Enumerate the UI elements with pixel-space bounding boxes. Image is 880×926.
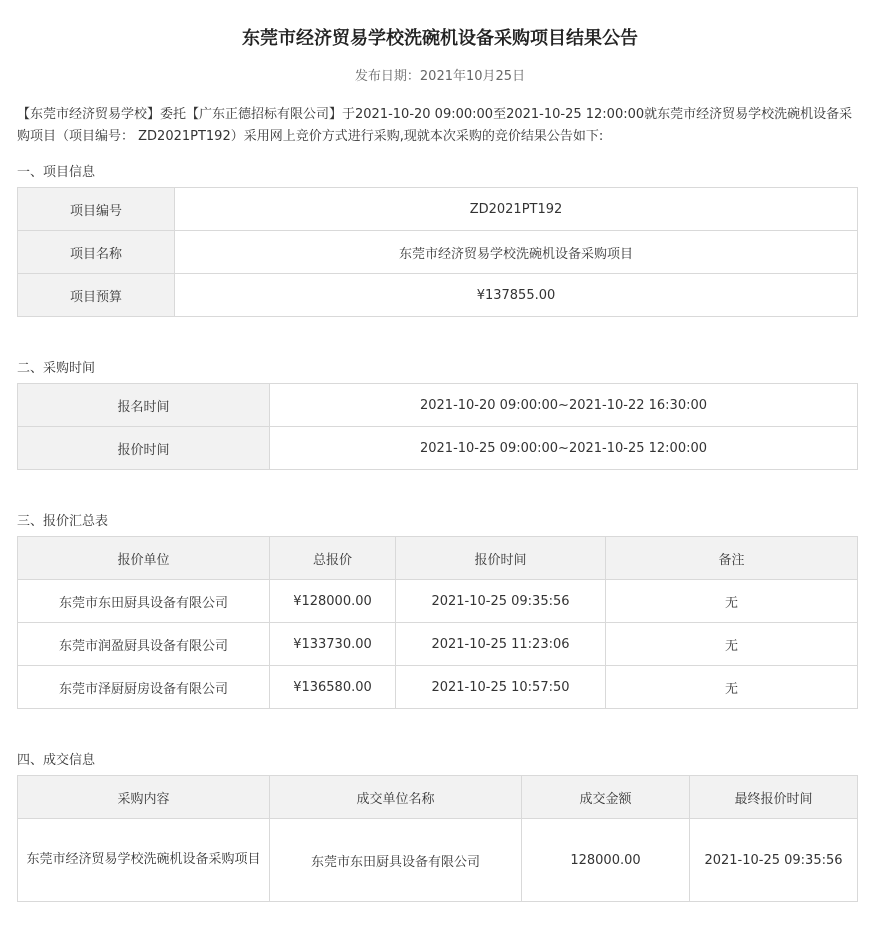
quote-price: ¥133730.00 — [270, 623, 396, 666]
quote-time: 2021-10-25 09:35:56 — [396, 580, 606, 623]
project-number-value: ZD2021PT192 — [175, 188, 858, 231]
quote-company: 东莞市东田厨具设备有限公司 — [18, 580, 270, 623]
quote-time-value: 2021-10-25 09:00:00~2021-10-25 12:00:00 — [270, 427, 858, 470]
column-header: 报价单位 — [18, 537, 270, 580]
project-number-label: 项目编号 — [18, 188, 175, 231]
purchase-time-table — [17, 383, 858, 470]
project-budget-label: 项目预算 — [18, 274, 175, 317]
column-header: 备注 — [606, 537, 858, 580]
column-header: 报价时间 — [396, 537, 606, 580]
page-title: 东莞市经济贸易学校洗碗机设备采购项目结果公告 — [242, 28, 638, 49]
table-row — [18, 819, 858, 902]
deal-content: 东莞市经济贸易学校洗碗机设备采购项目 — [18, 819, 270, 902]
intro-paragraph: 【东莞市经济贸易学校】委托【广东正德招标有限公司】于2021-10-20 09:00:00至2021-10-25 12:00:00就东莞市经济贸易学校洗碗机设备采购项目（项目编号： ZD2021PT192）采用网上竞价方式进行采购,现就本次采购的竞价结果公告如下: — [17, 107, 853, 144]
registration-time-label: 报名时间 — [18, 384, 270, 427]
quote-note: 无 — [606, 666, 858, 709]
quote-price: ¥136580.00 — [270, 666, 396, 709]
column-header: 总报价 — [270, 537, 396, 580]
deal-info-table — [17, 775, 858, 902]
quote-company: 东莞市润盈厨具设备有限公司 — [18, 623, 270, 666]
column-header: 成交金额 — [522, 776, 690, 819]
table-row — [18, 188, 858, 231]
table-header-row — [18, 776, 858, 819]
table-row — [18, 666, 858, 709]
table-row — [18, 274, 858, 317]
column-header: 成交单位名称 — [270, 776, 522, 819]
column-header: 最终报价时间 — [690, 776, 858, 819]
publish-date: 发布日期：2021年10月25日 — [354, 69, 526, 84]
quote-summary-table — [17, 536, 858, 709]
project-name-value: 东莞市经济贸易学校洗碗机设备采购项目 — [175, 231, 858, 274]
quote-note: 无 — [606, 623, 858, 666]
project-info-table — [17, 187, 858, 317]
project-budget-value: ¥137855.00 — [175, 274, 858, 317]
project-name-label: 项目名称 — [18, 231, 175, 274]
table-row — [18, 623, 858, 666]
section-title-deal-info: 四、成交信息 — [17, 753, 96, 768]
quote-time: 2021-10-25 10:57:50 — [396, 666, 606, 709]
quote-company: 东莞市泽厨厨房设备有限公司 — [18, 666, 270, 709]
quote-price: ¥128000.00 — [270, 580, 396, 623]
section-title-project-info: 一、项目信息 — [17, 165, 96, 180]
section-title-quote-summary: 三、报价汇总表 — [17, 514, 109, 529]
table-header-row — [18, 537, 858, 580]
deal-amount: 128000.00 — [522, 819, 690, 902]
quote-time: 2021-10-25 11:23:06 — [396, 623, 606, 666]
section-title-purchase-time: 二、采购时间 — [17, 361, 96, 376]
table-row — [18, 580, 858, 623]
table-row — [18, 427, 858, 470]
registration-time-value: 2021-10-20 09:00:00~2021-10-22 16:30:00 — [270, 384, 858, 427]
quote-note: 无 — [606, 580, 858, 623]
deal-company: 东莞市东田厨具设备有限公司 — [270, 819, 522, 902]
quote-time-label: 报价时间 — [18, 427, 270, 470]
column-header: 采购内容 — [18, 776, 270, 819]
table-row — [18, 384, 858, 427]
deal-time: 2021-10-25 09:35:56 — [690, 819, 858, 902]
table-row — [18, 231, 858, 274]
